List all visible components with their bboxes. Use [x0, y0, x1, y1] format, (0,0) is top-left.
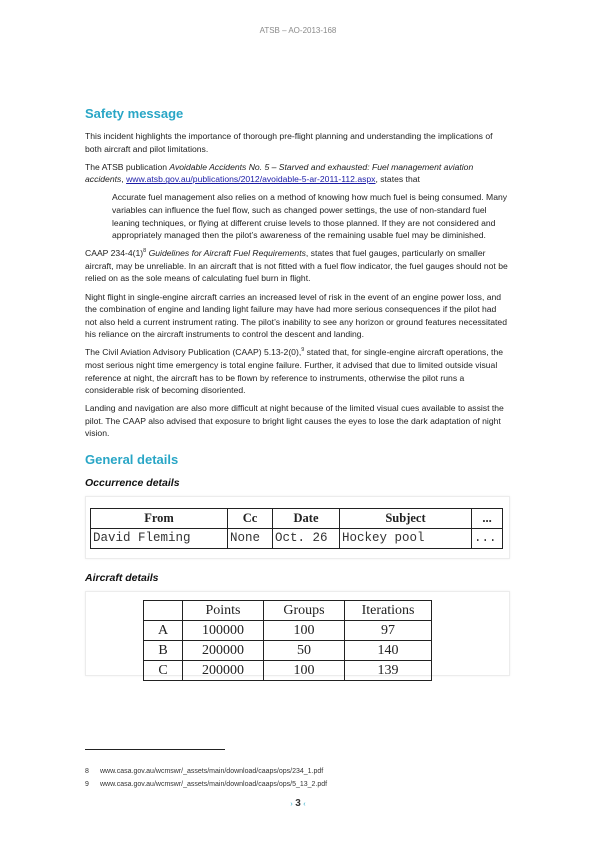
table-row: [144, 661, 432, 681]
main-content: [85, 106, 510, 679]
cell-points: 200000: [183, 641, 264, 661]
running-header: ATSB – AO-2013-168: [259, 26, 337, 35]
occurrence-header-row: [91, 509, 503, 529]
row-label: B: [144, 641, 183, 661]
page-number-value: 3: [295, 798, 301, 809]
occurrence-table: [90, 508, 503, 549]
safety-paragraph-1: This incident highlights the importance of thorough pre-flight planning and understanding the implications of both aircraft and pilot limitations.: [85, 131, 493, 154]
row-label: C: [144, 661, 183, 681]
footnote-divider: [85, 749, 225, 750]
p5-pre: The Civil Aviation Advisory Publication (CAAP) 5.13-2(0),: [85, 347, 302, 358]
cell-subject: Hockey pool: [340, 529, 472, 549]
footnote-ref-9[interactable]: 9: [301, 347, 305, 354]
footnote-9: [85, 778, 327, 791]
safety-paragraph-4: Night flight in single-engine aircraft carries an increased level of risk in the event of an engine power loss, and the combination of engine and landing light failure may have had more serious consequences if the pilot had not also held a current instrument rating. The pilot’s inability to see any horizon or ground features necessitated his reliance on the aircraft instruments to control the descent and landing.: [85, 291, 507, 340]
table-row: [91, 529, 503, 549]
cell-from: David Fleming: [91, 529, 228, 549]
cell-date: Oct. 26: [273, 529, 340, 549]
footnote-text: www.casa.gov.au/wcmswr/_assets/main/download/caaps/ops/234_1.pdf: [100, 768, 324, 775]
safety-paragraph-2: [85, 161, 510, 186]
p5-post: stated that, for single-engine aircraft operations, the most serious night time emergency is total engine failure. Further, it advised that due to limited outside visual reference at night, the aircraft has to be flown by reference to instruments, otherwise the pilot runs a considerable risk of becoming disoriented.: [85, 347, 504, 396]
caap-title: Guidelines for Aircraft Fuel Requirements: [146, 248, 306, 259]
p2-comma: ,: [121, 174, 127, 185]
page-left-arrow-icon: ›: [290, 801, 293, 808]
col-date: Date: [273, 509, 340, 529]
p2-pre: The ATSB publication: [85, 161, 170, 172]
col-iterations: Iterations: [345, 601, 432, 621]
table-row: [144, 641, 432, 661]
cell-points: 200000: [183, 661, 264, 681]
occurrence-details-heading: Occurrence details: [85, 477, 180, 490]
table-row: [144, 621, 432, 641]
footnotes: [85, 765, 327, 791]
atsb-publication-link[interactable]: www.atsb.gov.au/publications/2012/avoidable-5-ar-2011-112.aspx: [126, 174, 376, 185]
p2-post: , states that: [375, 174, 420, 185]
cell-groups: 100: [264, 661, 345, 681]
p3-post: , states that fuel gauges, particularly on smaller aircraft, may be unreliable. In an aircraft that is not fitted with a fuel flow indicator, the fuel gauges should not be relied on as the sole means of calculating fuel burn in flight.: [85, 248, 508, 284]
footnote-text: www.casa.gov.au/wcmswr/_assets/main/download/caaps/ops/5_13_2.pdf: [100, 781, 328, 788]
cell-iterations: 97: [345, 621, 432, 641]
col-blank: [144, 601, 183, 621]
aircraft-table-frame: [85, 591, 510, 679]
general-details-heading: General details: [85, 452, 179, 468]
publication-title: Avoidable Accidents No. 5 – Starved and exhausted: Fuel management aviation accidents: [85, 161, 474, 185]
aircraft-table: [143, 600, 432, 681]
page-number: [0, 798, 596, 809]
col-points: Points: [183, 601, 264, 621]
cell-iterations: 140: [345, 641, 432, 661]
aircraft-header-row: [144, 601, 432, 621]
footnote-number: 8: [85, 768, 89, 775]
cell-more: ...: [472, 529, 503, 549]
footnote-ref-8[interactable]: 8: [143, 248, 147, 255]
col-cc: Cc: [228, 509, 273, 529]
cell-cc: None: [228, 529, 273, 549]
cell-points: 100000: [183, 621, 264, 641]
footnote-number: 9: [85, 781, 89, 788]
col-from: From: [91, 509, 228, 529]
safety-message-heading: Safety message: [85, 106, 184, 121]
aircraft-details-heading: Aircraft details: [85, 572, 159, 585]
col-subject: Subject: [340, 509, 472, 529]
safety-paragraph-3: [85, 247, 510, 285]
p3-pre: CAAP 234-4(1): [85, 248, 144, 259]
block-quote: Accurate fuel management also relies on a method of knowing how much fuel is being consumed. Many variables can influence the fuel flow, such as changed power settings, the use of non-standard fuel leaning techniques, or flying at different cruise levels to those planned. If they are not considered and appropriately managed then the pilot’s awareness of the remaining usable fuel may be diminished.: [112, 192, 508, 241]
col-more: ...: [472, 509, 503, 529]
safety-paragraph-5: [85, 346, 510, 396]
cell-groups: 100: [264, 621, 345, 641]
cell-groups: 50: [264, 641, 345, 661]
page-right-arrow-icon: ‹: [303, 801, 306, 808]
safety-paragraph-6: Landing and navigation are also more difficult at night because of the limited visual cues available to assist the pilot. The CAAP also advised that exposure to bright light causes the eyes to lose the dark adaptation of night vision.: [85, 403, 504, 439]
footnote-8: [85, 765, 327, 778]
row-label: A: [144, 621, 183, 641]
cell-iterations: 139: [345, 661, 432, 681]
occurrence-table-frame: [85, 496, 510, 559]
col-groups: Groups: [264, 601, 345, 621]
